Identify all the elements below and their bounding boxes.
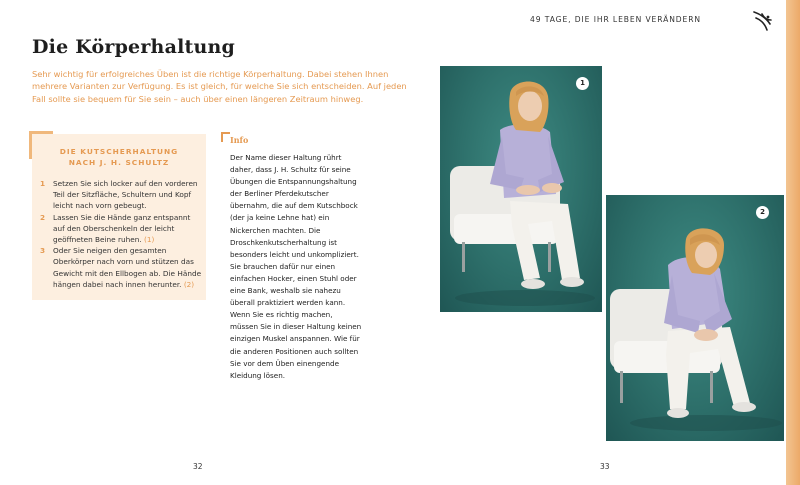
- info-label: Info: [230, 135, 249, 145]
- lead-paragraph: Sehr wichtig für erfolgreiches Üben ist die richtige Körperhaltung. Dabei stehen Ihnen mehrere Varianten zur Verfügung. Es ist gleich, für welche Sie sich entscheiden. Auf jeden Fall sollte sie bequem für Sie sein – auch über einen längeren Zeitraum hinweg.: [32, 69, 407, 104]
- step-number: 2: [40, 212, 46, 222]
- page-title: Die Körperhaltung: [32, 36, 235, 58]
- page-edge-band: [786, 0, 800, 485]
- info-text: Der Name dieser Haltung rührt daher, dass J. H. Schultz für seine Übungen die Entspannungshaltung der Berliner Pferdekutscher übernahm, die auf dem Kutschbock (der ja keine Lehne hat) ein Nickerchen machten. Die Droschkenkutscherhaltung ist besonders leicht und unkompliziert. Sie brauchen dafür nur einen einfachen Hocker, einen Stuhl oder eine Bank, weshalb sie nahezu überall praktiziert werden kann. Wenn Sie es richtig machen, müssen Sie in dieser Haltung keinen einzigen Muskel anspannen. Wie für die anderen Positionen auch sollten Sie vor dem Üben einengende Kleidung lösen.: [230, 153, 362, 380]
- running-header: 49 TAGE, DIE IHR LEBEN VERÄNDERN: [530, 15, 702, 24]
- page-number-right: 33: [600, 462, 610, 471]
- step-number: 1: [40, 179, 46, 188]
- photo-badge-2: 2: [756, 206, 769, 219]
- step-list: [40, 178, 204, 290]
- photo-2-seated-forward: [606, 195, 784, 441]
- step-item: [40, 212, 204, 246]
- step-photo-ref: (1): [144, 235, 155, 245]
- photo-badge-1: 1: [576, 77, 589, 90]
- page-number-left: 32: [193, 462, 203, 471]
- box-title-line1: DIE KUTSCHERHALTUNG: [59, 147, 179, 156]
- step-text: Setzen Sie sich locker auf den vorderen Teil der Sitzfläche, Schultern und Kopf leicht nach vorn gebeugt.: [53, 179, 198, 211]
- fish-logo-icon: [750, 8, 774, 34]
- box-title-line2: NACH J. H. SCHULTZ: [68, 158, 170, 167]
- photo-1-illustration: [440, 66, 602, 312]
- box-title: [32, 146, 206, 168]
- photo-1-seated-upright: [440, 66, 602, 312]
- step-text: Lassen Sie die Hände ganz entspannt auf den Oberschenkeln der leicht geöffneten Beine ruhen.: [53, 212, 191, 245]
- step-item: [40, 245, 204, 290]
- exercise-box: [32, 134, 206, 300]
- step-item: [40, 178, 204, 212]
- photo-2-illustration: [606, 195, 784, 441]
- info-corner-bracket: [221, 132, 230, 142]
- step-number: 3: [40, 246, 46, 256]
- step-photo-ref: (2): [183, 279, 195, 289]
- step-text: Oder Sie neigen den gesamten Oberkörper nach vorn und stützen das Gewicht mit den Ellbogen ab. Die Hände hängen dabei nach innen herunter.: [53, 246, 202, 289]
